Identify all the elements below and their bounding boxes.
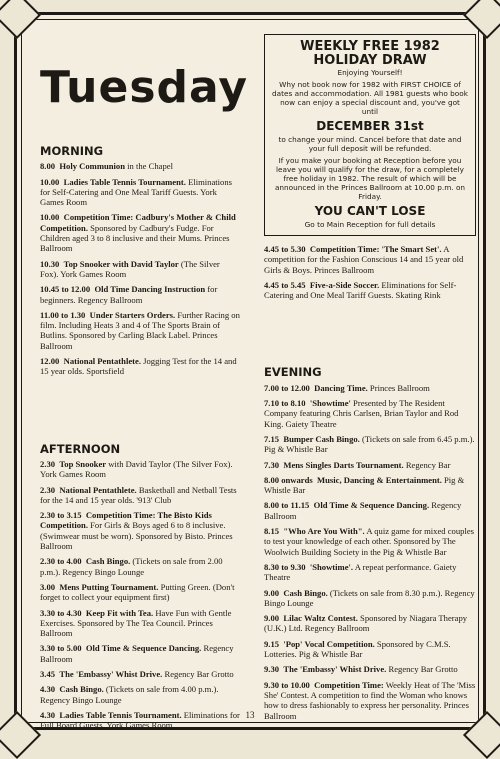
entry-details: A competition for the Fashion Conscious 14 and 15 year old Girls & Boys. Princes Ballroom: [264, 244, 464, 275]
entry-time: 4.30: [40, 684, 56, 695]
entry-details: for beginners. Regency Ballroom: [40, 284, 218, 305]
entry-details: in the Chapel: [125, 161, 173, 172]
entry-details: (Tickets on sale from 8.30 p.m.). Regency Bingo Lounge: [264, 587, 475, 608]
entry-time: 4.30: [40, 709, 56, 720]
entry-title: 'Showtime': [309, 398, 351, 409]
entry-time: 8.00: [40, 161, 56, 172]
entry-details: Regency Bar Grotto: [162, 668, 234, 679]
entry-time: 8.15: [264, 526, 280, 537]
entry-title: Bumper Cash Bingo.: [283, 433, 360, 444]
entry-time: 9.15: [264, 638, 280, 649]
entry-title: Old Time Dancing Instruction: [94, 284, 206, 295]
entry-time: 10.45 to 12.00: [40, 284, 91, 295]
schedule-entry: [264, 383, 476, 393]
schedule-entry: [264, 280, 476, 301]
entry-details: Have Fun with Gentle Exercises. Sponsored by The Tea Council. Princes Ballroom: [40, 607, 232, 639]
entry-title: Holy Communion: [59, 161, 126, 172]
entry-time: 10.00: [40, 176, 60, 187]
entry-details: Sponsored by C.M.S. Lotteries. Pig & Whistle Bar: [264, 638, 451, 660]
entry-details: Putting Green. (Don't forget to collect your equipment first): [40, 581, 235, 603]
entry-title: Lilac Waltz Contest.: [283, 613, 358, 624]
page-number: 13: [245, 710, 255, 720]
schedule-entry: [264, 639, 476, 660]
left-column: [40, 48, 249, 735]
entry-time: 8.30 to 9.30: [264, 561, 306, 572]
entry-title: Music, Dancing & Entertainment.: [317, 474, 442, 485]
schedule-entry: [40, 177, 240, 208]
entry-time: 2.30: [40, 484, 56, 495]
entry-details: Pig & Whistle Bar: [264, 474, 465, 496]
column-gap: [40, 382, 240, 442]
entry-title: Cash Bingo.: [85, 556, 131, 567]
entry-details: Princes Ballroom: [367, 382, 430, 393]
schedule-entry: [264, 664, 476, 674]
entry-title: Keep Fit with Tea.: [85, 607, 154, 618]
entry-time: 11.00 to 1.30: [40, 309, 86, 320]
entry-title: 'Showtime'.: [309, 561, 354, 572]
entry-details: (Tickets on sale from 4.00 p.m.). Regency Bingo Lounge: [40, 684, 219, 705]
entry-details: Regency Bar Grotto: [386, 664, 458, 675]
entry-title: The 'Embassy' Whist Drive.: [59, 668, 163, 679]
entry-title: Dancing Time.: [314, 382, 368, 393]
right-column: [264, 34, 476, 726]
entry-time: 3.30 to 5.00: [40, 643, 82, 654]
entry-time: 8.00 onwards: [264, 474, 313, 485]
schedule-entry: [264, 680, 476, 721]
schedule-entry: [40, 259, 240, 280]
draw-enjoy-text: Enjoying Yourself!: [337, 68, 403, 77]
entry-details: Weekly Heat of The 'Miss She' Contest. A competition to find the Woman who knows how to dress fashionably to express her personality. Princes Ballroom: [264, 679, 476, 721]
draw-cant-lose: YOU CAN'T LOSE: [314, 204, 426, 218]
schedule-entry: [40, 284, 240, 305]
entry-title: "Who Are You With".: [283, 526, 365, 537]
entry-time: 4.45 to 5.30: [264, 244, 306, 254]
schedule-entry: [264, 475, 476, 496]
entry-time: 9.30: [264, 664, 280, 675]
entry-time: 2.30: [40, 458, 56, 469]
entry-details: (The Silver Fox). York Games Room: [40, 258, 220, 279]
column-gap-right: [264, 305, 476, 365]
entry-title: Mens Singles Darts Tournament.: [283, 459, 404, 470]
entry-details: Sponsored by Cadbury's Fudge. For Children aged 3 to 8 inclusive and their Mums. Princes Ballroom: [40, 222, 230, 254]
afternoon-continued-list: [264, 244, 476, 300]
entry-details: (Tickets on sale from 6.45 p.m.). Pig & Whistle Bar: [264, 433, 475, 455]
entry-title: Mens Putting Tournament.: [59, 581, 159, 592]
entry-title: Top Snooker: [59, 458, 107, 469]
entry-title: Top Snooker with David Taylor: [63, 258, 179, 269]
page-title: Tuesday: [40, 62, 249, 113]
entry-time: 3.30 to 4.30: [40, 607, 82, 618]
schedule-entry: [40, 684, 240, 705]
schedule-entry: [40, 310, 240, 351]
schedule-entry: [264, 500, 476, 521]
entry-time: 7.30: [264, 459, 280, 470]
entry-details: (Tickets on sale from 2.00 p.m.). Regency Bingo Lounge: [40, 556, 223, 577]
schedule-entry: [264, 244, 476, 275]
entry-title: Ladies Table Tennis Tournament.: [59, 709, 182, 720]
entry-time: 10.00: [40, 212, 60, 223]
entry-time: 9.30 to 10.00: [264, 679, 310, 690]
draw-title-line1: WEEKLY FREE 1982: [300, 39, 440, 54]
entry-details: A quiz game for mixed couples to test your knowledge of each other. Sponsored by The Woolwich Building Society in the Pig & Whistle Bar: [264, 526, 474, 557]
evening-heading: EVENING: [264, 365, 322, 380]
entry-details: Regency Ballroom: [264, 500, 462, 521]
schedule-entry: [40, 356, 240, 377]
schedule-entry: [264, 434, 476, 455]
entry-time: 7.10 to 8.10: [264, 398, 306, 409]
schedule-entry: [40, 582, 240, 603]
schedule-entry: [40, 212, 240, 253]
entry-time: 7.15: [264, 433, 280, 444]
draw-deadline: DECEMBER 31st: [316, 119, 424, 133]
schedule-entry: [40, 556, 240, 577]
schedule-entry: [40, 669, 240, 679]
entry-details: Regency Bar: [403, 459, 451, 470]
morning-heading: MORNING: [40, 144, 104, 158]
entry-title: National Pentathlete.: [59, 484, 137, 495]
entry-title: Old Time & Sequence Dancing.: [313, 500, 430, 511]
schedule-entry: [40, 485, 240, 506]
entry-time: 9.00: [264, 613, 280, 624]
entry-time: 9.00: [264, 587, 280, 598]
schedule-entry: [264, 562, 476, 583]
entry-details: Presented by The Resident Company featuring Chris Carlsen, Brian Taylor and Rod King. Gaiety Theatre: [264, 398, 459, 429]
entry-title: Five-a-Side Soccer.: [309, 279, 380, 290]
entry-time: 8.00 to 11.15: [264, 500, 310, 511]
afternoon-heading: AFTERNOON: [40, 441, 121, 456]
entry-details: Jogging Test for the 14 and 15 year olds. Sportsfield: [40, 356, 237, 377]
draw-title-line2: HOLIDAY DRAW: [313, 53, 427, 68]
schedule-entry: [264, 613, 476, 634]
entry-details: A repeat performance. Gaiety Theatre: [264, 561, 457, 583]
entry-title: Ladies Table Tennis Tournament.: [63, 176, 186, 187]
entry-title: Competition Time: Cadbury's Mother & Child Competition.: [40, 212, 236, 233]
entry-time: 3.00: [40, 581, 56, 592]
schedule-entry: [40, 710, 240, 731]
schedule-entry: [40, 643, 240, 664]
entry-title: National Pentathlete.: [63, 356, 141, 367]
entry-time: 2.30 to 4.00: [40, 556, 82, 567]
entry-details: with David Taylor (The Silver Fox). York Games Room: [40, 458, 233, 480]
holiday-draw-box: [264, 34, 476, 236]
afternoon-list: [40, 459, 240, 731]
schedule-entry: [40, 510, 240, 551]
entry-time: 2.30 to 3.15: [40, 510, 82, 521]
entry-details: Eliminations for Self-Catering and One Meal Tariff Guests. Skating Rink: [264, 279, 457, 301]
entry-title: Competition Time:: [314, 679, 384, 690]
entry-title: Old Time & Sequence Dancing.: [85, 643, 202, 654]
draw-paragraph-3: If you make your booking at Reception before you leave you will qualify for the draw, for a completely free holiday in 1982. The result of which will be announced in the Princes Ballroom at 10.00 p.m. on Friday.: [274, 156, 466, 201]
schedule-entry: [264, 526, 476, 557]
entry-title: Competition Time: 'The Smart Set'.: [309, 244, 442, 254]
evening-list: [264, 383, 476, 721]
entry-time: 7.00 to 12.00: [264, 382, 310, 393]
entry-details: Sponsored by Niagara Therapy (U.K.) Ltd. Regency Ballroom: [264, 613, 468, 634]
schedule-entry: [264, 460, 476, 470]
draw-footer: Go to Main Reception for full details: [304, 220, 436, 229]
entry-title: Under Starters Orders.: [89, 309, 176, 320]
entry-time: 12.00: [40, 356, 60, 367]
entry-title: Competition Time: The Bisto Kids Competition.: [40, 510, 212, 531]
entry-details: Basketball and Netball Tests for the 14 and 15 year olds. '913' Club: [40, 484, 237, 505]
draw-paragraph-1: Why not book now for 1982 with FIRST CHOICE of dates and accommodation. All 1981 guests who book now can enjoy a special discount and, you've got until: [272, 80, 468, 116]
schedule-entry: [40, 608, 240, 639]
entry-title: 'Pop' Vocal Competition.: [283, 638, 375, 649]
entry-time: 3.45: [40, 668, 56, 679]
entry-time: 4.45 to 5.45: [264, 279, 306, 290]
entry-details: Eliminations for Self-Catering and One Meal Tariff Guests. York Games Room: [40, 176, 232, 208]
schedule-entry: [40, 459, 240, 480]
entry-details: For Girls & Boys aged 6 to 8 inclusive. (Swimwear must be worn). Sponsored by Bisto. Princes Ballroom: [40, 520, 233, 552]
entry-time: 10.30: [40, 258, 60, 269]
entry-details: Further Racing on film. Including Heats 3 and 4 of The Sports Brain of Butlins. Sponsored by Carling Black Label. Princes Ballroom: [40, 309, 240, 351]
draw-paragraph-2: to change your mind. Cancel before that date and your full deposit will be refunded.: [278, 135, 462, 153]
entry-details: Regency Ballroom: [40, 643, 234, 664]
entry-title: The 'Embassy' Whist Drive.: [283, 664, 387, 675]
entry-title: Cash Bingo.: [59, 684, 104, 695]
morning-list: [40, 161, 240, 376]
entry-details: Eliminations for Full Board Guests. York Games Room: [40, 709, 240, 731]
entry-title: Cash Bingo.: [283, 587, 328, 598]
schedule-entry: [264, 398, 476, 429]
schedule-entry: [264, 588, 476, 609]
schedule-entry: [40, 161, 240, 171]
